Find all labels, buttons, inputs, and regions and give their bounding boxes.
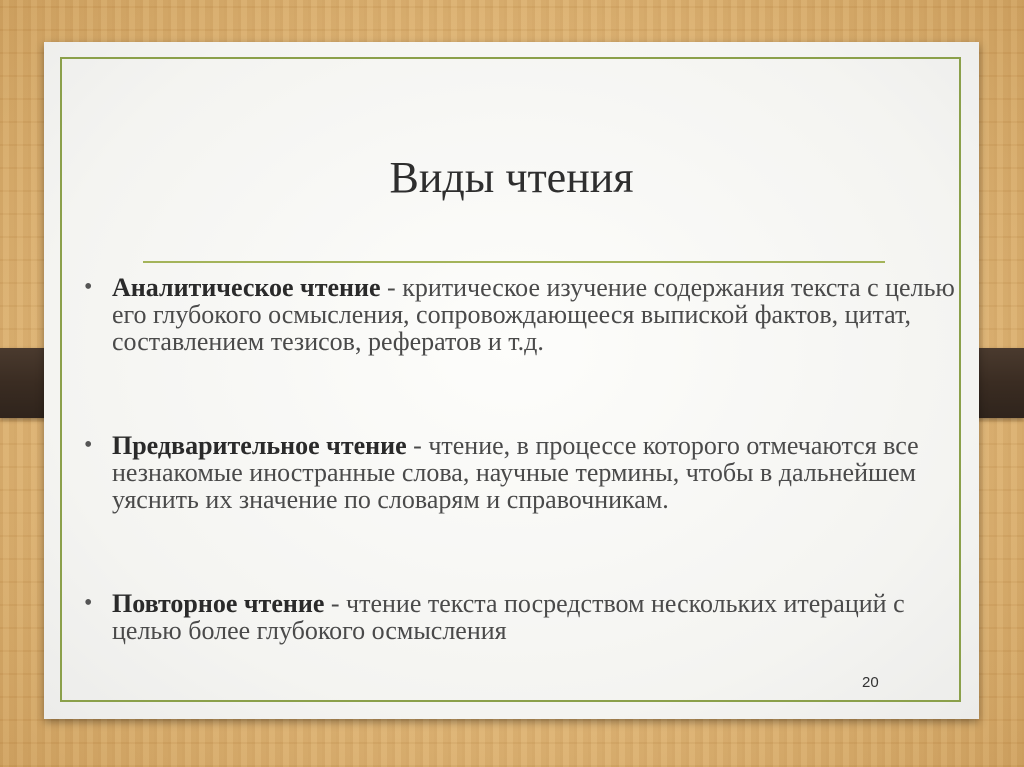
- bullet-dot-icon: •: [84, 590, 93, 616]
- slide-title: Виды чтения: [389, 153, 634, 202]
- bullet-term: Аналитическое чтение: [112, 273, 381, 302]
- bullet-term: Предварительное чтение: [112, 431, 407, 460]
- title-rule: [143, 261, 885, 263]
- bullet-analytical-reading: [84, 273, 962, 356]
- bullet-repeated-reading: [84, 589, 962, 645]
- bullet-term: Повторное чтение: [112, 589, 325, 618]
- page-number: 20: [862, 674, 879, 691]
- bullet-text: - чтение текста посредством нескольких итераций с целью более глубокого осмысления: [112, 589, 905, 645]
- bullet-preliminary-reading: [84, 431, 962, 514]
- slide-paper: [44, 42, 979, 719]
- bullet-dot-icon: •: [84, 274, 93, 300]
- bullet-text: - чтение, в процессе которого отмечаются все незнакомые иностранные слова, научные термины, чтобы в дальнейшем уяснить их значение по словарям и справочникам.: [112, 431, 919, 514]
- bullet-text: - критическое изучение содержания текста с целью его глубокого осмысления, сопровождающееся выпиской фактов, цитат, составлением тезисов, рефератов и т.д.: [112, 273, 955, 356]
- bullet-dot-icon: •: [84, 432, 93, 458]
